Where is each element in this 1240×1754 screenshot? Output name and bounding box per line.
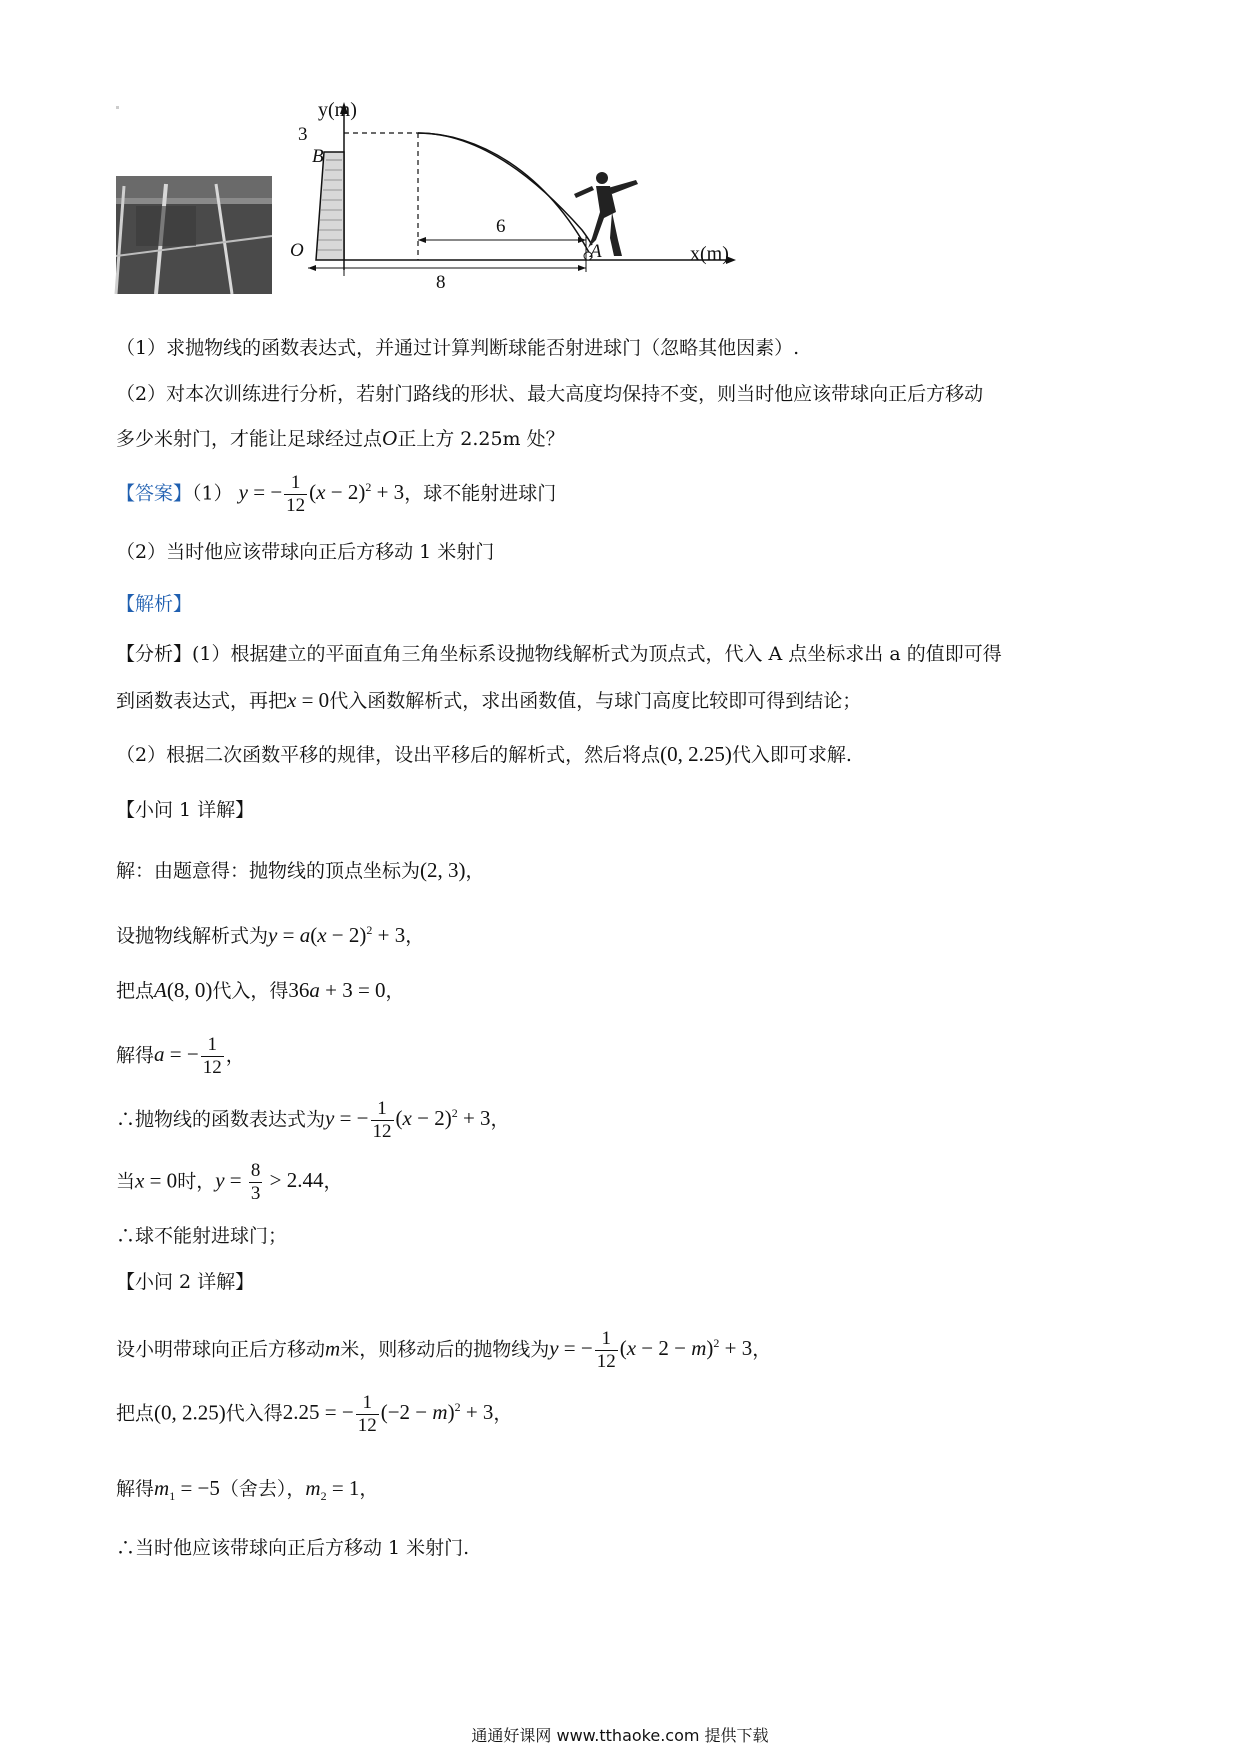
analysis-line-1: 【分析】(1）根据建立的平面直角三角坐标系设抛物线解析式为顶点式，代入 A 点坐标求出 a 的值即可得 [116, 643, 1002, 665]
dimension-8-label: 8 [436, 272, 446, 293]
parabola-figure [290, 99, 756, 314]
solution-1-line-6: 当x = 0时，y = $\frac{8}{3}$ > 2.44， [116, 1160, 343, 1204]
answer-1-prefix: （1） [192, 482, 233, 505]
solution-1-line-2-text: 设抛物线解析式为 [116, 925, 269, 947]
solution-1-line-1: 解：由题意得：抛物线的顶点坐标为(2, 3)， [116, 858, 485, 882]
solution-1-line-6-b: 时， [177, 1170, 216, 1193]
solution-2-line-2-a: 把点 [116, 1402, 155, 1425]
solution-2-line-2-b: 代入得 [225, 1402, 283, 1425]
answer-2: （2）当时他应该带球向正后方移动 1 米射门 [116, 541, 495, 563]
solution-1-line-4-text: 解得 [116, 1044, 155, 1067]
question-2-text-b: 正上方 2.25m 处？ [397, 428, 565, 450]
solution-1-line-3: 把点A(8, 0)代入，得36a + 3 = 0， [116, 978, 405, 1002]
point-o-label: O [290, 240, 304, 261]
question-2-text-a: 多少米射门，才能让足球经过点 [116, 428, 383, 450]
solution-1-line-4: 解得a = − $\frac{1}{12}$ ， [116, 1034, 245, 1078]
analysis-tag: 【解析】 [116, 593, 193, 615]
answer-1-formula: y = − $\frac{1}{12}$ $(x - 2)^2 + 3$ [238, 472, 405, 516]
analysis-line-3-a: （2）根据二次函数平移的规律，设出平移后的解析式，然后将点 [116, 744, 661, 766]
analysis-line-3: （2）根据二次函数平移的规律，设出平移后的解析式，然后将点(0, 2.25)代入即可求解. [116, 742, 852, 766]
sub-question-1-title: 【小问 1 详解】 [116, 799, 255, 821]
answer-tag: 【答案】 [116, 482, 193, 505]
solution-1-line-2: 设抛物线解析式为$y = a(x - 2)^2 + 3$， [116, 923, 425, 947]
question-2-line-1: （2）对本次训练进行分析，若射门路线的形状、最大高度均保持不变，则当时他应该带球向正后方移动 [116, 383, 984, 405]
solution-1-line-6-a: 当 [116, 1170, 136, 1193]
point-o-ref: O [382, 426, 398, 450]
solution-1-line-1-text: 解：由题意得：抛物线的顶点坐标为 [116, 860, 421, 882]
point-a-label: A [590, 241, 602, 262]
answer-1 [116, 472, 556, 517]
scan-speck [116, 106, 119, 109]
analysis-line-2: 到函数表达式，再把x = 0代入函数解析式，求出函数值，与球门高度比较即可得到结论； [116, 688, 862, 712]
y-axis-label: y(m) [318, 99, 357, 121]
analysis-line-2-b: 代入函数解析式，求出函数值，与球门高度比较即可得到结论； [329, 690, 862, 712]
dimension-6-label: 6 [496, 216, 506, 237]
solution-2-line-4: ∴当时他应该带球向正后方移动 1 米射门. [116, 1537, 470, 1559]
solution-2-line-3-b: （舍去）， [219, 1478, 306, 1500]
solution-1-line-5-text: ∴抛物线的函数表达式为 [116, 1108, 326, 1131]
solution-1-line-3-a: 把点 [116, 980, 155, 1002]
question-2-line-2 [116, 424, 565, 453]
solution-1-line-5: ∴抛物线的函数表达式为y = − $\frac{1}{12}$ $(x - 2)^2 + 3$， [116, 1098, 510, 1142]
x-axis-label: x(m) [690, 243, 729, 265]
analysis-line-3-b: 代入即可求解. [731, 744, 852, 766]
solution-2-line-2: 把点(0, 2.25)代入得2.25 = − $\frac{1}{12}$ $(-2 - m)^2 + 3$， [116, 1392, 513, 1436]
solution-2-line-1-b: 米，则移动后的抛物线为 [340, 1338, 550, 1361]
tick-3-label: 3 [298, 124, 308, 145]
goal-photo [116, 176, 272, 294]
footer-watermark: 通通好课网 www.tthaoke.com 提供下载 [471, 1726, 769, 1745]
question-1: （1）求抛物线的函数表达式，并通过计算判断球能否射进球门（忽略其他因素）. [116, 337, 800, 359]
solution-1-line-7: ∴球不能射进球门； [116, 1225, 288, 1247]
answer-1-suffix: ，球不能射进球门 [404, 482, 557, 505]
solution-2-line-1-a: 设小明带球向正后方移动 [116, 1338, 326, 1361]
solution-2-line-1: 设小明带球向正后方移动m米，则移动后的抛物线为y = − $\frac{1}{12}$ $(x - 2 - m)^2 + 3$， [116, 1328, 772, 1372]
solution-2-line-3: 解得$m_1 = -5$（舍去），$m_2 = 1$， [116, 1476, 379, 1504]
analysis-line-2-a: 到函数表达式，再把 [116, 690, 288, 712]
solution-2-line-3-a: 解得 [116, 1478, 155, 1500]
point-b-label: B [312, 146, 324, 167]
sub-question-2-title: 【小问 2 详解】 [116, 1271, 255, 1293]
solution-1-line-3-b: 代入，得 [212, 980, 289, 1002]
